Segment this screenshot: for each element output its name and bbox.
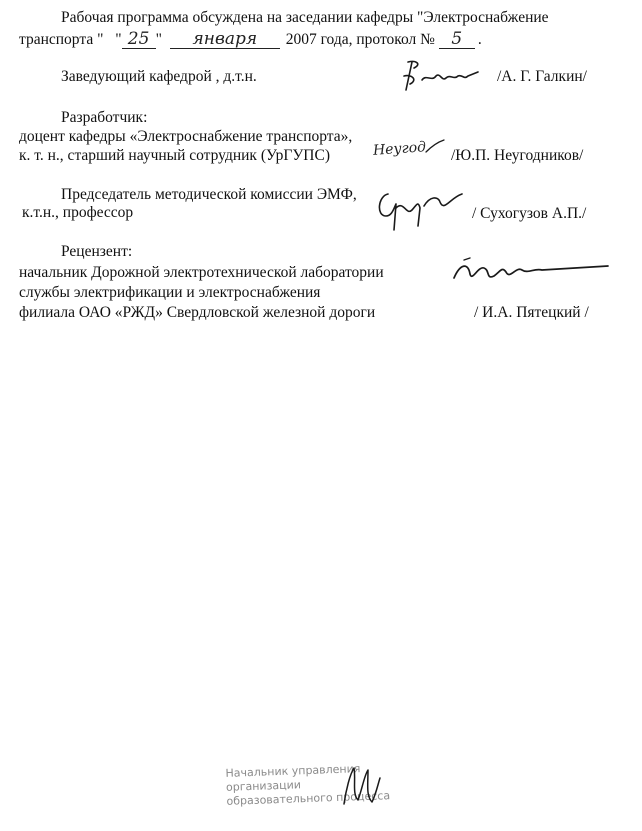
approval-line2-start: транспорта " xyxy=(19,31,104,48)
day-open-quote: " xyxy=(115,31,122,48)
developer-name: /Ю.П. Неугодников/ xyxy=(451,147,584,164)
meeting-month: января xyxy=(170,31,280,49)
stamp-line-1: Начальник управления xyxy=(225,762,361,780)
commission-chair-line-2: к.т.н., профессор xyxy=(22,204,134,221)
protocol-number: 5 xyxy=(439,31,475,49)
reviewer-line-1: начальник Дорожной электротехнической лаборатории xyxy=(19,264,384,281)
reviewer-heading: Рецензент: xyxy=(61,243,133,260)
stamp-line-3: образовательного процесса xyxy=(226,789,391,808)
stamp-signature xyxy=(338,760,384,816)
head-of-department-name: /А. Г. Галкин/ xyxy=(497,68,587,85)
reviewer-line-3: филиала ОАО «РЖД» Свердловской железной дороги xyxy=(19,304,376,321)
reviewer-signature xyxy=(450,252,612,288)
developer-signature: Неугод xyxy=(372,139,427,159)
year-protocol-text: 2007 года, протокол № xyxy=(285,31,435,48)
developer-heading: Разработчик: xyxy=(61,109,148,126)
approval-end-period: . xyxy=(477,31,482,48)
developer-signature-stroke xyxy=(424,138,448,158)
head-of-department-signature xyxy=(396,56,486,96)
commission-chair-line-1: Председатель методической комиссии ЭМФ, xyxy=(61,186,357,203)
meeting-day: 25 xyxy=(122,31,156,49)
reviewer-name: / И.А. Пятецкий / xyxy=(474,304,589,321)
stamp-line-2: организации xyxy=(225,778,302,794)
day-close-quote: " xyxy=(155,31,162,48)
developer-line-1: доцент кафедры «Электроснабжение транспорта», xyxy=(19,128,353,145)
developer-line-2: к. т. н., старший научный сотрудник (УрГУПС) xyxy=(19,147,330,164)
commission-chair-name: / Сухогузов А.П./ xyxy=(472,205,587,222)
commission-chair-signature xyxy=(374,186,466,238)
reviewer-line-2: службы электрификации и электроснабжения xyxy=(19,284,321,301)
approval-line-1: Рабочая программа обсуждена на заседании кафедры "Электроснабжение xyxy=(61,9,549,26)
head-of-department-title: Заведующий кафедрой , д.т.н. xyxy=(61,68,257,85)
approval-line-2 xyxy=(19,31,482,49)
